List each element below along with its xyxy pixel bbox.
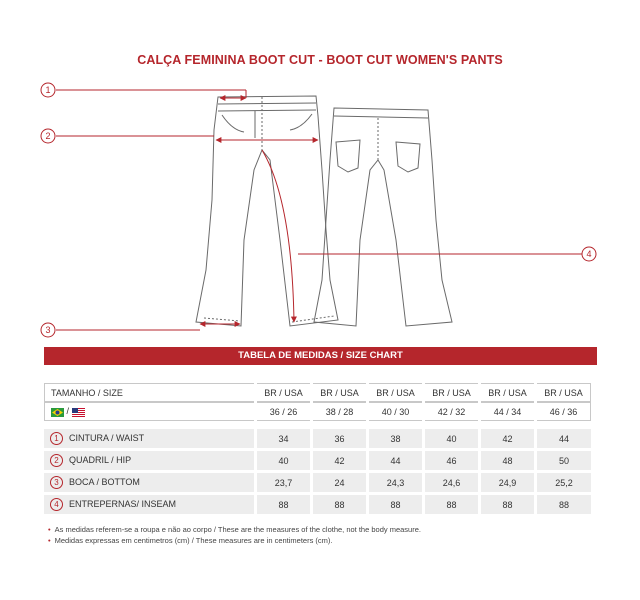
pants-diagram xyxy=(0,75,640,340)
table-row xyxy=(44,451,591,470)
marker-1: 1 xyxy=(45,85,51,95)
footnote-text: As medidas referem-se a roupa e não ao corpo / These are the measures of the clothe, not the body measure. xyxy=(54,525,421,534)
bullet-icon: • xyxy=(48,536,51,545)
table-row xyxy=(44,495,591,514)
table-row xyxy=(44,429,591,448)
value-cell: 88 xyxy=(425,495,478,514)
page-title: CALÇA FEMININA BOOT CUT - BOOT CUT WOMEN'S PANTS xyxy=(137,53,503,67)
size-cell: 44 / 34 xyxy=(481,402,534,421)
footnotes xyxy=(48,524,421,546)
value-cell: 38 xyxy=(369,429,422,448)
value-cell: 24 xyxy=(313,473,366,492)
value-cell: 40 xyxy=(425,429,478,448)
footnote xyxy=(48,524,421,535)
flag-separator: / xyxy=(66,406,70,417)
size-label: TAMANHO / SIZE xyxy=(44,383,254,402)
value-cell: 88 xyxy=(369,495,422,514)
size-cell: 40 / 30 xyxy=(369,402,422,421)
size-cell: 46 / 36 xyxy=(537,402,591,421)
value-cell: 23,7 xyxy=(257,473,310,492)
bullet-icon: • xyxy=(48,525,51,534)
value-cell: 24,3 xyxy=(369,473,422,492)
front-pants-outline xyxy=(196,96,338,326)
value-cell: 42 xyxy=(313,451,366,470)
value-cell: 36 xyxy=(313,429,366,448)
row-label: BOCA / BOTTOM xyxy=(69,476,140,487)
row-number-badge: 2 xyxy=(50,454,63,467)
size-chart-table xyxy=(41,383,594,514)
header-cell: BR / USA xyxy=(313,383,366,402)
marker-3: 3 xyxy=(45,325,51,335)
size-cell: 38 / 28 xyxy=(313,402,366,421)
marker-4: 4 xyxy=(586,249,592,259)
row-number-badge: 1 xyxy=(50,432,63,445)
row-label: CINTURA / WAIST xyxy=(69,432,145,443)
row-number-badge: 3 xyxy=(50,476,63,489)
value-cell: 88 xyxy=(481,495,534,514)
value-cell: 40 xyxy=(257,451,310,470)
value-cell: 88 xyxy=(537,495,591,514)
value-cell: 34 xyxy=(257,429,310,448)
value-cell: 44 xyxy=(369,451,422,470)
flags-cell xyxy=(44,402,254,421)
size-chart-banner: TABELA DE MEDIDAS / SIZE CHART xyxy=(44,347,597,365)
value-cell: 42 xyxy=(481,429,534,448)
value-cell: 24,9 xyxy=(481,473,534,492)
footnote-text: Medidas expressas em centimetros (cm) / These measures are in centimeters (cm). xyxy=(54,536,333,545)
brazil-flag-icon xyxy=(51,408,64,417)
row-label: ENTREPERNAS/ INSEAM xyxy=(69,498,177,509)
value-cell: 48 xyxy=(481,451,534,470)
back-pants-outline xyxy=(314,108,452,326)
footnote xyxy=(48,535,421,546)
header-cell: BR / USA xyxy=(481,383,534,402)
value-cell: 50 xyxy=(537,451,591,470)
header-cell: BR / USA xyxy=(369,383,422,402)
value-cell: 24,6 xyxy=(425,473,478,492)
row-number-badge: 4 xyxy=(50,498,63,511)
marker-2: 2 xyxy=(45,131,51,141)
table-row xyxy=(44,473,591,492)
header-cell: BR / USA xyxy=(537,383,591,402)
size-cell: 42 / 32 xyxy=(425,402,478,421)
value-cell: 46 xyxy=(425,451,478,470)
header-cell: BR / USA xyxy=(425,383,478,402)
value-cell: 25,2 xyxy=(537,473,591,492)
value-cell: 88 xyxy=(313,495,366,514)
value-cell: 88 xyxy=(257,495,310,514)
usa-flag-icon xyxy=(72,408,85,417)
row-label: QUADRIL / HIP xyxy=(69,454,132,465)
size-cell: 36 / 26 xyxy=(257,402,310,421)
header-cell: BR / USA xyxy=(257,383,310,402)
value-cell: 44 xyxy=(537,429,591,448)
